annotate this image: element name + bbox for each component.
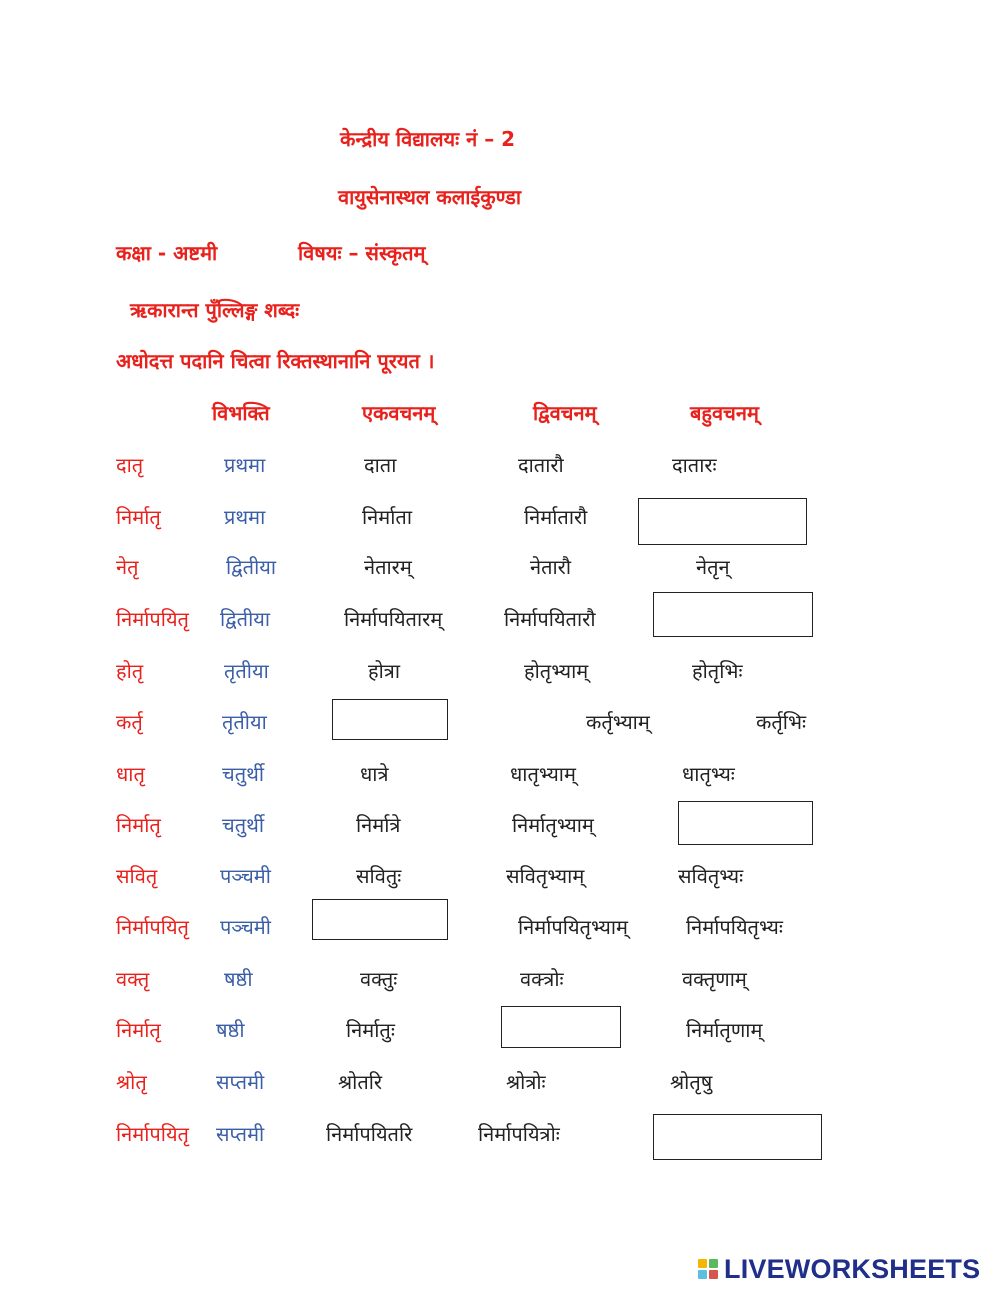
answer-box-plural[interactable] [653, 592, 813, 637]
row-word: निर्मापयितृ [116, 915, 189, 939]
row-word: दातृ [116, 453, 144, 477]
row-dual: श्रोत्रोः [506, 1070, 546, 1094]
row-plural: निर्मापयितृभ्यः [686, 915, 783, 939]
row-plural: श्रोतृषु [670, 1070, 713, 1094]
row-singular: वक्तुः [360, 967, 398, 991]
row-word: कर्तृ [116, 710, 143, 734]
row-dual: निर्मापयितारौ [504, 607, 596, 631]
row-singular: निर्मातुः [346, 1018, 395, 1042]
row-dual: निर्मातारौ [524, 505, 588, 529]
row-singular: निर्मात्रे [356, 813, 401, 837]
row-dual: निर्मापयित्रोः [478, 1122, 560, 1146]
answer-box-dual[interactable] [501, 1006, 621, 1048]
row-plural: होतृभिः [692, 659, 743, 683]
school-name: केन्द्रीय विद्यालयः नं – 2 [340, 127, 516, 151]
row-singular: निर्मापयितरि [326, 1122, 413, 1146]
row-word: निर्मातृ [116, 1018, 161, 1042]
class-label: कक्षा - अष्टमी [116, 241, 218, 265]
row-dual: दातारौ [518, 453, 564, 477]
row-word: होतृ [116, 659, 144, 683]
row-plural: वक्तृणाम् [682, 967, 747, 991]
row-singular: नेतारम् [364, 555, 412, 579]
row-word: निर्मापयितृ [116, 1122, 189, 1146]
row-case: तृतीया [222, 710, 267, 734]
row-word: सवितृ [116, 864, 158, 888]
row-singular: होत्रा [368, 659, 401, 683]
row-word: श्रोतृ [116, 1070, 147, 1094]
location: वायुसेनास्थल कलाईकुण्डा [338, 185, 522, 209]
row-plural: निर्मातृणाम् [686, 1018, 763, 1042]
row-plural: सवितृभ्यः [678, 864, 744, 888]
row-word: निर्मापयितृ [116, 607, 189, 631]
row-dual: कर्तृभ्याम् [586, 710, 650, 734]
row-word: निर्मातृ [116, 505, 161, 529]
row-dual: होतृभ्याम् [524, 659, 589, 683]
row-case: पञ्चमी [220, 915, 271, 939]
row-word: वक्तृ [116, 967, 150, 991]
row-dual: नेतारौ [530, 555, 572, 579]
answer-box-plural[interactable] [653, 1114, 822, 1160]
row-dual: सवितृभ्याम् [506, 864, 585, 888]
row-plural: धातृभ्यः [682, 762, 735, 786]
row-case: चतुर्थी [222, 762, 265, 786]
row-dual: निर्मापयितृभ्याम् [518, 915, 629, 939]
topic-title: ऋकारान्त पुँल्लिङ्ग शब्दः [130, 298, 300, 322]
row-case: तृतीया [224, 659, 269, 683]
row-dual: धातृभ्याम् [510, 762, 576, 786]
row-case: चतुर्थी [222, 813, 265, 837]
answer-box-singular[interactable] [312, 899, 448, 940]
row-dual: वक्त्रोः [520, 967, 564, 991]
row-case: षष्ठी [216, 1018, 245, 1042]
row-case: षष्ठी [224, 967, 253, 991]
row-dual: निर्मातृभ्याम् [512, 813, 594, 837]
row-case: सप्तमी [216, 1122, 265, 1146]
row-word: निर्मातृ [116, 813, 161, 837]
row-word: धातृ [116, 762, 145, 786]
row-case: द्वितीया [226, 555, 277, 579]
row-singular: निर्माता [362, 505, 412, 529]
answer-box-singular[interactable] [332, 699, 448, 740]
liveworksheets-logo [698, 1252, 980, 1286]
column-header-bahuvachan: बहुवचनम् [690, 401, 759, 425]
row-singular: धात्रे [360, 762, 389, 786]
answer-box-plural[interactable] [638, 498, 807, 545]
row-singular: सवितुः [356, 864, 402, 888]
brand-name: LIVEWORKSHEETS [724, 1253, 981, 1284]
instruction: अधोदत्त पदानि चित्वा रिक्तस्थानानि पूरयत । [116, 349, 435, 373]
subject-label: विषयः – संस्कृतम् [298, 241, 426, 265]
row-plural: नेतृन् [696, 555, 730, 579]
column-header-ekavachan: एकवचनम् [362, 401, 436, 425]
column-header-dvivachan: द्विवचनम् [533, 401, 597, 425]
row-case: सप्तमी [216, 1070, 265, 1094]
row-word: नेतृ [116, 555, 139, 579]
row-plural: कर्तृभिः [756, 710, 807, 734]
liveworksheets-icon [698, 1259, 718, 1279]
row-plural: दातारः [672, 453, 717, 477]
row-case: द्वितीया [220, 607, 271, 631]
column-header-vibhakti: विभक्ति [212, 401, 270, 425]
row-case: प्रथमा [224, 505, 266, 529]
row-case: पञ्चमी [220, 864, 271, 888]
row-singular: दाता [364, 453, 397, 477]
answer-box-plural[interactable] [678, 801, 813, 845]
row-case: प्रथमा [224, 453, 266, 477]
row-singular: निर्मापयितारम् [344, 607, 443, 631]
row-singular: श्रोतरि [338, 1070, 383, 1094]
